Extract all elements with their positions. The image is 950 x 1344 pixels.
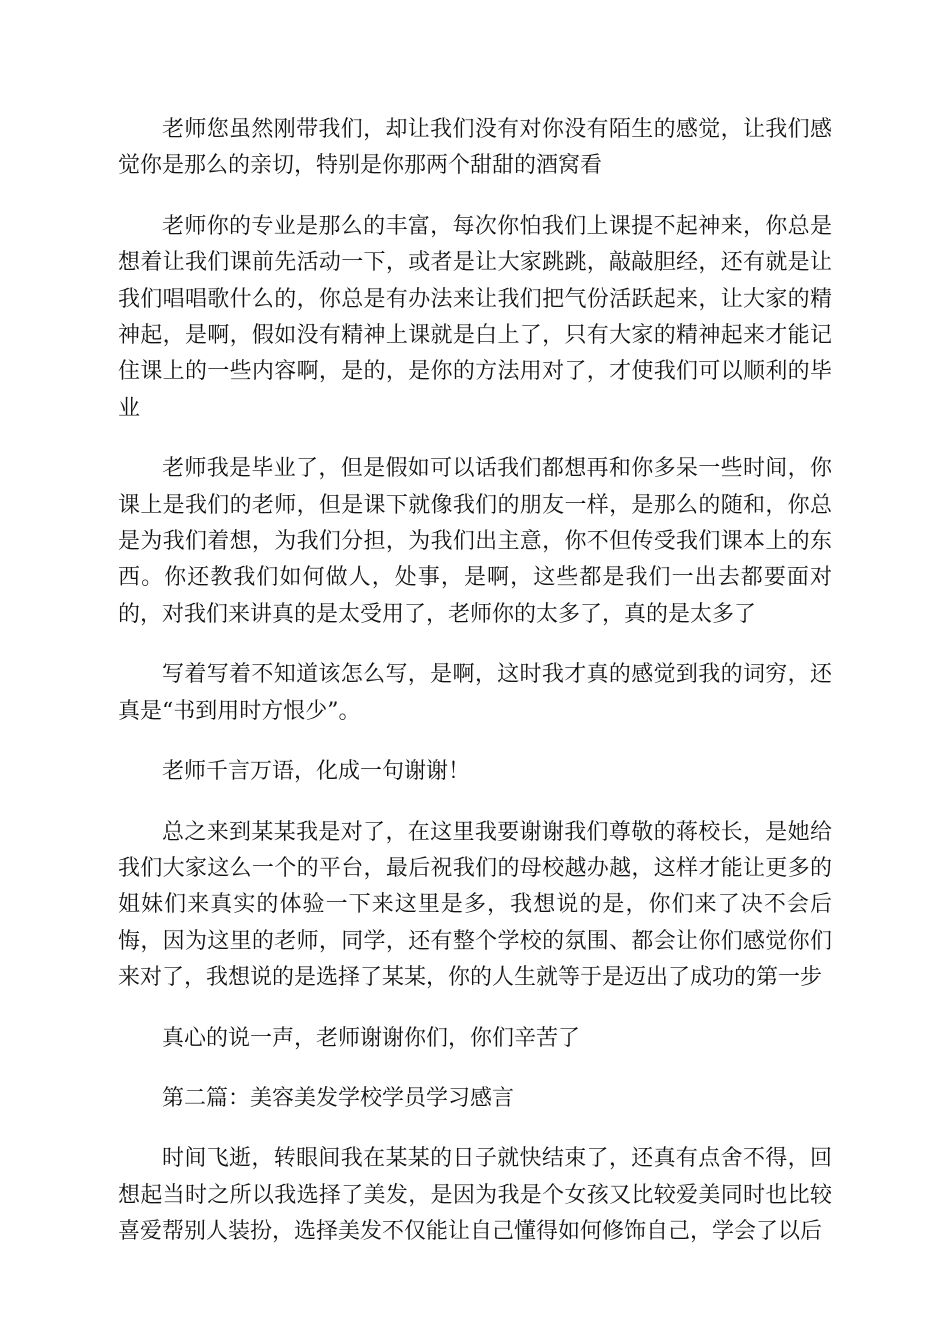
paragraph-9: 时间飞逝，转眼间我在某某的日子就快结束了，还真有点舍不得，回想起当时之所以我选择了美发，是因为我是个女孩又比较爱美同时也比较喜爱帮别人装扮，选择美发不仅能让自己懂得如何修饰自己，学会了以后 [118, 1146, 832, 1245]
paragraph-5: 老师千言万语，化成一句谢谢！ [162, 759, 471, 785]
paragraph-3: 老师我是毕业了，但是假如可以话我们都想再和你多呆一些时间，你课上是我们的老师，但是课下就像我们的朋友一样，是那么的随和，你总是为我们着想，为我们分担，为我们出主意，你不但传受我们课本上的东西。你还教我们如何做人，处事，是啊，这些都是我们一出去都要面对的，对我们来讲真的是太受用了，老师你的太多了，真的是太多了 [118, 456, 832, 627]
paragraph-6: 总之来到某某我是对了，在这里我要谢谢我们尊敬的蒋校长，是她给我们大家这么一个的平台，最后祝我们的母校越办越，这样才能让更多的姐妹们来真实的体验一下来这里是多，我想说的是，你们来了决不会后悔，因为这里的老师，同学，还有整个学校的氛围、都会让你们感觉你们来对了，我想说的是选择了某某，你的人生就等于是迈出了成功的第一步 [118, 819, 832, 991]
document-page [118, 112, 832, 1275]
paragraph-1: 老师您虽然刚带我们，却让我们没有对你没有陌生的感觉，让我们感觉你是那么的亲切，特别是你那两个甜甜的酒窝看 [118, 117, 832, 179]
section-heading: 第二篇：美容美发学校学员学习感言 [162, 1085, 515, 1111]
paragraph-7: 真心的说一声，老师谢谢你们，你们辛苦了 [162, 1025, 581, 1051]
paragraph-4: 写着写着不知道该怎么写，是啊，这时我才真的感觉到我的词穷，还真是“书到用时方恨少”。 [118, 662, 832, 724]
paragraph-2: 老师你的专业是那么的丰富，每次你怕我们上课提不起神来，你总是想着让我们课前先活动一下，或者是让大家跳跳，敲敲胆经，还有就是让我们唱唱歌什么的，你总是有办法来让我们把气份活跃起来，让大家的精神起，是啊，假如没有精神上课就是白上了，只有大家的精神起来才能记住课上的一些内容啊，是的，是你的方法用对了，才使我们可以顺利的毕业 [118, 213, 832, 421]
